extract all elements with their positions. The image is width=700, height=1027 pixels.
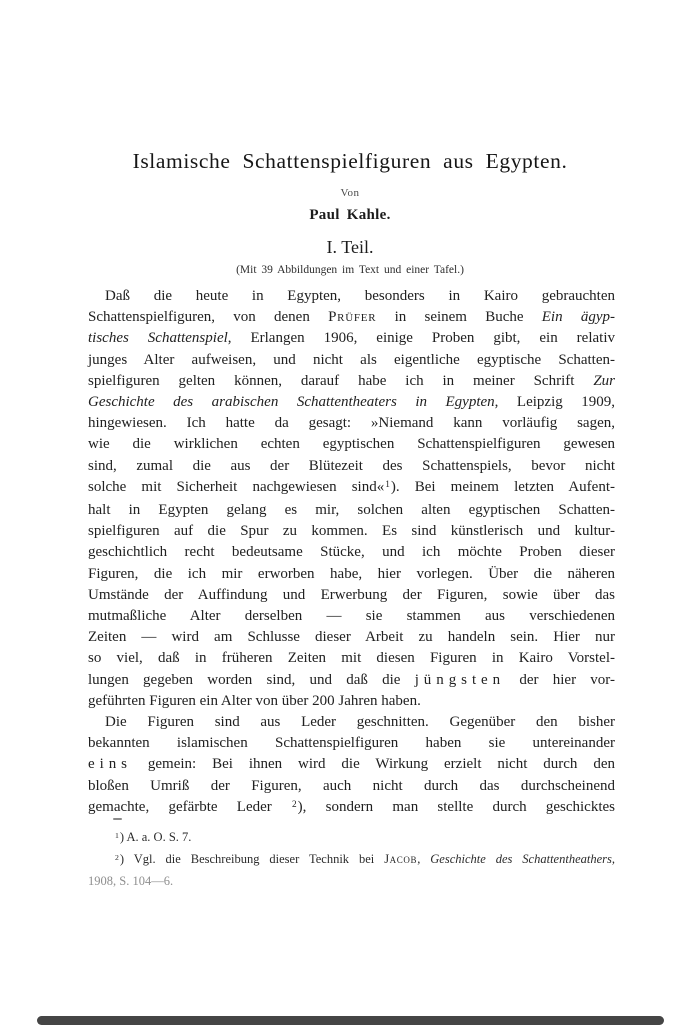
text-segment: bloßen Umriß der Figuren, auch nicht durch das durchscheinend bbox=[88, 777, 615, 794]
body-text-line bbox=[88, 521, 615, 542]
text-segment: Prüfer bbox=[328, 309, 377, 326]
body-text-line bbox=[88, 606, 615, 627]
footnote-marker: 2 bbox=[115, 852, 119, 862]
text-segment: Ein ägyp- bbox=[541, 309, 615, 326]
text-segment: ), sondern man stellte durch geschicktes bbox=[297, 798, 615, 815]
horizontal-scrollbar-thumb[interactable] bbox=[37, 1016, 664, 1025]
body-text-line bbox=[88, 754, 615, 775]
text-segment: Schattenspielfiguren, von denen bbox=[88, 309, 329, 326]
text-segment: 1908, S. 104—6. bbox=[88, 874, 174, 889]
text-segment: eins bbox=[88, 756, 132, 773]
text-segment: , bbox=[417, 852, 431, 867]
footnote-line bbox=[88, 849, 615, 871]
text-segment: in seinem Buche bbox=[376, 309, 542, 326]
footnote-marker: 1 bbox=[385, 479, 390, 490]
text-segment: solche mit Sicherheit nachgewiesen sind« bbox=[88, 478, 385, 495]
body-text-line bbox=[88, 434, 615, 455]
body-text-line bbox=[88, 392, 615, 413]
text-segment: , Erlangen 1906, einige Proben gibt, ein relativ bbox=[227, 330, 615, 347]
text-segment: Die Figuren sind aus Leder geschnitten. Gegenüber den bisher bbox=[105, 714, 615, 731]
body-text-line bbox=[88, 564, 615, 585]
text-segment: ). Bei meinem letzten Aufent- bbox=[390, 478, 615, 495]
body-text-line bbox=[88, 733, 615, 754]
text-segment: halt in Egypten gelang es mir, solchen alten egyptischen Schatten- bbox=[88, 502, 615, 519]
footnote-line bbox=[88, 827, 615, 849]
author-name: Paul Kahle. bbox=[309, 207, 391, 223]
text-segment: hingewiesen. Ich hatte da gesagt: »Niemand kann vorläufig sagen, bbox=[88, 415, 615, 432]
footnotes bbox=[88, 827, 615, 891]
text-segment: junges Alter aufweisen, und nicht als eigentliche egyptische Schatten- bbox=[88, 351, 615, 368]
text-segment: Jacob bbox=[384, 852, 418, 867]
body-text-line bbox=[88, 350, 615, 371]
text-segment: Geschichte des Schattentheathers, bbox=[430, 852, 615, 867]
body-text-line bbox=[88, 797, 615, 820]
body-text-line bbox=[88, 307, 615, 328]
body-text-line bbox=[88, 477, 615, 500]
text-segment: Figuren, die ich mir erworben habe, hier vorlegen. Über die näheren bbox=[88, 565, 615, 582]
body-text-line bbox=[88, 585, 615, 606]
body-text bbox=[88, 286, 615, 820]
body-text-line bbox=[88, 691, 615, 712]
text-segment: ) A. a. O. S. 7. bbox=[119, 830, 192, 845]
text-segment: jüngsten bbox=[414, 671, 506, 688]
text-segment: , Leipzig 1909, bbox=[494, 394, 615, 411]
body-text-line bbox=[88, 627, 615, 648]
footnote-marker: 2 bbox=[292, 799, 297, 810]
text-segment: sind, zumal die aus der Blütezeit des Schattenspiels, bevor nicht bbox=[88, 457, 615, 474]
text-segment: Zur bbox=[593, 372, 615, 389]
text-segment: tisches Schattenspiel bbox=[88, 330, 228, 347]
page-title: Islamische Schattenspielfiguren aus Egypten. bbox=[132, 149, 568, 173]
text-segment: mutmaßliche Alter derselben — sie stammen aus verschiedenen bbox=[88, 608, 615, 625]
text-segment: gemachte, gefärbte Leder bbox=[88, 798, 292, 815]
footnote-line bbox=[88, 871, 615, 891]
body-text-line bbox=[88, 371, 615, 392]
text-segment: spielfiguren gelten können, darauf habe ich in meiner Schrift bbox=[88, 372, 594, 389]
body-text-line bbox=[88, 776, 615, 797]
text-segment: der hier vor- bbox=[505, 671, 615, 688]
text-segment: Geschichte des arabischen Schattentheaters in Egypten bbox=[88, 394, 495, 411]
text-segment: Daß die heute in Egypten, besonders in Kairo gebrauchten bbox=[105, 288, 615, 304]
body-text-line bbox=[88, 670, 615, 691]
text-segment: Zeiten — wird am Schlusse dieser Arbeit zu handeln sein. Hier nur bbox=[88, 629, 615, 646]
body-text-line bbox=[88, 456, 615, 477]
body-text-line bbox=[88, 648, 615, 669]
part-heading: I. Teil. bbox=[326, 237, 374, 257]
text-segment: geschichtlich recht bedeutsame Stücke, und ich möchte Proben dieser bbox=[88, 544, 615, 561]
text-segment: wie die wirklichen echten egyptischen Schattenspielfiguren gewesen bbox=[88, 436, 615, 453]
text-segment: ) Vgl. die Beschreibung dieser Technik bei bbox=[119, 852, 385, 867]
body-text-line bbox=[88, 413, 615, 434]
text-segment: bekannten islamischen Schattenspielfiguren haben sie untereinander bbox=[88, 735, 615, 752]
text-segment: so viel, daß in früheren Zeiten mit diesen Figuren in Kairo Vorstel- bbox=[88, 650, 615, 667]
body-text-line bbox=[88, 542, 615, 563]
text-segment: gemein: Bei ihnen wird die Wirkung erzielt nicht durch den bbox=[131, 756, 615, 773]
body-text-line bbox=[88, 500, 615, 521]
body-text-line bbox=[88, 328, 615, 349]
text-segment: lungen gegeben worden sind, und daß die bbox=[88, 671, 415, 688]
text-segment: Umstände der Auffindung und Erwerbung der Figuren, sowie über das bbox=[88, 586, 615, 603]
byline-label: Von bbox=[340, 187, 360, 199]
illustrations-note: (Mit 39 Abbildungen im Text und einer Tafel.) bbox=[236, 264, 464, 276]
footnote-marker: 1 bbox=[115, 830, 119, 840]
body-text-line bbox=[88, 286, 615, 307]
body-text-line bbox=[88, 712, 615, 733]
text-segment: spielfiguren auf die Spur zu kommen. Es sind künstlerisch und kultur- bbox=[88, 523, 615, 540]
footnote-separator-mark bbox=[113, 818, 122, 820]
text-segment: geführten Figuren ein Alter von über 200 Jahren haben. bbox=[88, 692, 421, 709]
